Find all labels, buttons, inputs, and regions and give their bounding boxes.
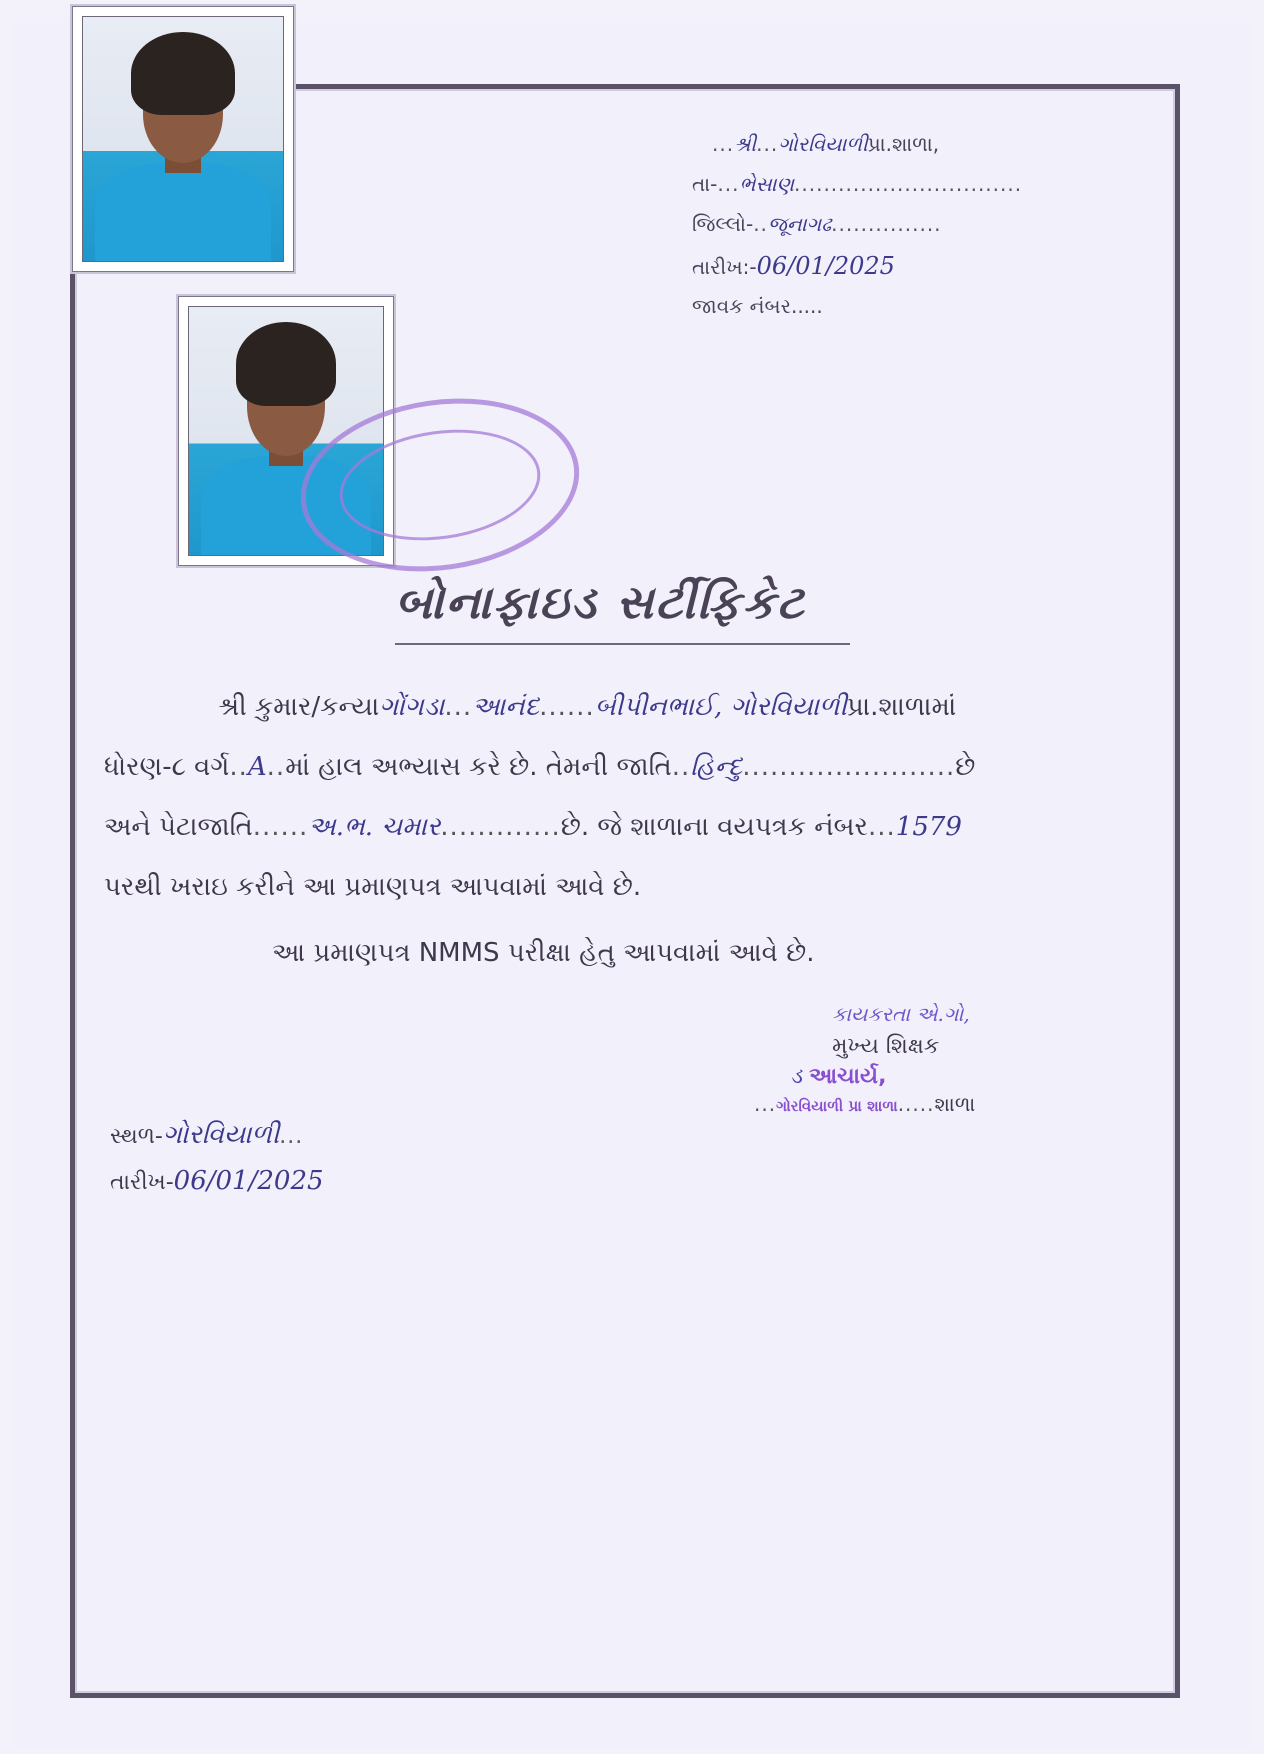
body-line-1: શ્રી કુમાર/કન્યાગોંગડા...આનંદ......બીપીનભાઈ, ગોરવિયાળીપ્રા.શાળામાં (218, 692, 957, 722)
header-school-line: ...શ્રી...ગોરવિયાળીપ્રા.શાળા, (712, 132, 940, 156)
signature-role: મુખ્ય શિક્ષક (832, 1034, 940, 1059)
header-taluka-line: તા-...ભેસાણ............................... (692, 172, 1023, 196)
body-line1-prefix: શ્રી કુમાર/કન્યા (218, 692, 380, 722)
header-date-line (692, 252, 895, 280)
header-outward-number: જાવક નંબર..... (692, 294, 823, 318)
signature-school-suffix: શાળા (934, 1092, 976, 1116)
student-photo-1 (70, 4, 296, 274)
header-school-name: ગોરવિયાળી (778, 132, 868, 156)
title-underline (395, 643, 850, 645)
signature-sign: ડ (790, 1064, 803, 1089)
division: A (247, 752, 267, 782)
student-name: આનંદ (472, 692, 540, 722)
body-line2-middle: માં હાલ અભ્યાસ કરે છે. તેમની જાતિ (285, 752, 672, 782)
body-line2-prefix: ધોરણ-૮ વર્ગ (104, 752, 230, 782)
student-surname: ગોંગડા (379, 692, 445, 722)
certificate-title: બોનાફાઇડ સર્ટીફિકેટ (395, 575, 806, 629)
body-line-4: પરથી ખરાઇ કરીને આ પ્રમાણપત્ર આપવામાં આવે છે. (104, 872, 642, 902)
footer-place-value: ગોરવિયાળી (162, 1120, 280, 1150)
body-line-5: આ પ્રમાણપત્ર NMMS પરીક્ષા હેતુ આપવામાં આવે છે. (272, 938, 815, 968)
header-taluka-label: તા- (692, 172, 718, 196)
subcaste: અ.ભ. ચમાર (308, 812, 441, 842)
body-line3-prefix: અને પેટાજાતિ (104, 812, 253, 842)
father-name: બીપીનભાઈ, (594, 692, 723, 722)
signature-school-line: ...ગોરવિયાળી પ્રા શાળા.....શાળા (754, 1092, 976, 1116)
signature-stamp-title-line (790, 1064, 886, 1089)
caste: હિન્દુ (690, 752, 743, 782)
footer-date-value: 06/01/2025 (173, 1166, 324, 1196)
body-line-2: ધોરણ-૮ વર્ગ..A..માં હાલ અભ્યાસ કરે છે. તેમની જાતિ..હિન્દુ.......................છે (104, 752, 976, 782)
footer-place-label: સ્થળ- (110, 1124, 163, 1149)
signature-handwritten-note: કાયકરતા એ.ગો, (832, 1002, 970, 1026)
register-number: 1579 (895, 812, 962, 842)
header-school-suffix: પ્રા.શાળા, (867, 132, 940, 156)
body-line3-middle: છે. જે શાળાના વયપત્રક નંબર (560, 812, 868, 842)
header-taluka-value: ભેસાણ (739, 172, 795, 196)
header-district-line: જિલ્લો-..જૂનાગઢ............... (692, 212, 942, 236)
body-line2-suffix: છે (955, 752, 976, 782)
footer-date-line (110, 1166, 324, 1196)
signature-stamp-school: ગોરવિયાળી પ્રા શાળા (776, 1097, 898, 1115)
header-school-prefix: શ્રી (734, 132, 757, 156)
header-district-label: જિલ્લો- (692, 212, 754, 236)
school-fill: ગોરવિયાળી (730, 692, 847, 722)
footer-place-line: સ્થળ-ગોરવિયાળી... (110, 1120, 304, 1150)
header-district-value: જૂનાગઢ (767, 212, 832, 236)
body-line1-suffix: પ્રા.શાળામાં (846, 692, 957, 722)
signature-stamp-title: આચાર્ય, (809, 1064, 887, 1089)
footer-date-label: તારીખ- (110, 1170, 174, 1195)
body-line-3: અને પેટાજાતિ......અ.ભ. ચમાર.............છે. જે શાળાના વયપત્રક નંબર...1579 (104, 812, 962, 842)
header-date-value: 06/01/2025 (756, 252, 895, 280)
header-date-label: તારીખ:- (692, 255, 757, 279)
